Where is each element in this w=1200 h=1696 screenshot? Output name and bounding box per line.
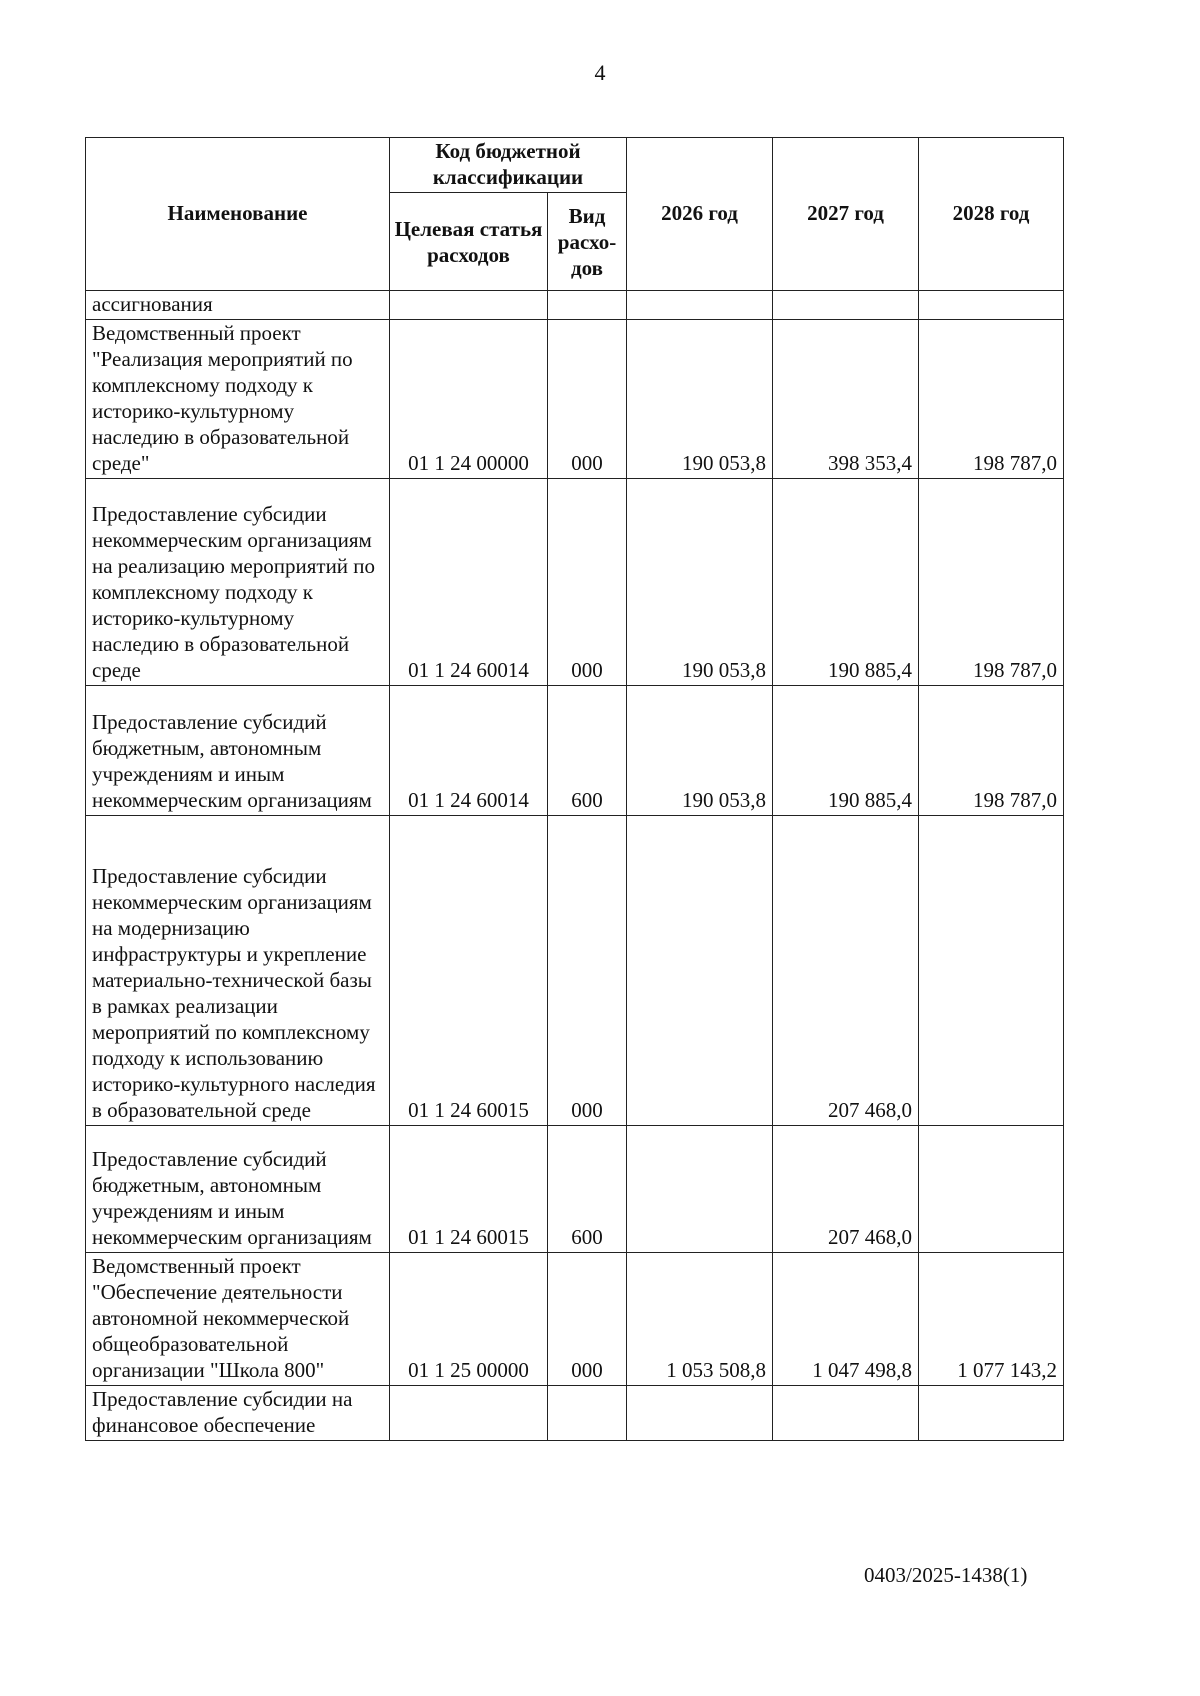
- header-year-2028: 2028 год: [919, 138, 1064, 291]
- header-year-2027: 2027 год: [773, 138, 919, 291]
- row-value-2026: 190 053,8: [627, 479, 773, 686]
- row-target-article: 01 1 24 60015: [390, 816, 548, 1126]
- document-code: 0403/2025-1438(1): [864, 1563, 1028, 1587]
- row-expense-type: [548, 291, 627, 320]
- row-name: Ведомственный проект "Реализация мероприятий по комплексному подходу к историко-культурному наследию в образовательной среде": [86, 320, 390, 479]
- row-value-2028: [919, 291, 1064, 320]
- table-row: [86, 1253, 1064, 1386]
- row-target-article: [390, 1386, 548, 1441]
- header-target-article: Целевая статья расходов: [390, 193, 548, 291]
- row-value-2027: [773, 1386, 919, 1441]
- row-name: Ведомственный проект "Обеспечение деятельности автономной некоммерческой общеобразовательной организации "Школа 800": [86, 1253, 390, 1386]
- row-name: Предоставление субсидий бюджетным, автономным учреждениям и иным некоммерческим организациям: [86, 1126, 390, 1253]
- row-expense-type: 600: [548, 1126, 627, 1253]
- row-value-2026: [627, 1386, 773, 1441]
- row-target-article: 01 1 24 00000: [390, 320, 548, 479]
- row-name: Предоставление субсидии на финансовое обеспечение: [86, 1386, 390, 1441]
- row-target-article: 01 1 24 60014: [390, 686, 548, 816]
- budget-table: [85, 137, 1064, 1441]
- row-value-2026: 190 053,8: [627, 320, 773, 479]
- row-value-2027: 190 885,4: [773, 479, 919, 686]
- row-value-2026: 190 053,8: [627, 686, 773, 816]
- row-value-2026: 1 053 508,8: [627, 1253, 773, 1386]
- row-name: Предоставление субсидий бюджетным, автономным учреждениям и иным некоммерческим организациям: [86, 686, 390, 816]
- row-value-2027: 190 885,4: [773, 686, 919, 816]
- row-expense-type: 000: [548, 320, 627, 479]
- header-name: Наименование: [86, 138, 390, 291]
- row-value-2026: [627, 816, 773, 1126]
- row-expense-type: 600: [548, 686, 627, 816]
- row-value-2027: [773, 291, 919, 320]
- row-expense-type: 000: [548, 479, 627, 686]
- row-value-2028: 198 787,0: [919, 686, 1064, 816]
- table-row: [86, 291, 1064, 320]
- row-target-article: 01 1 24 60015: [390, 1126, 548, 1253]
- row-name: ассигнования: [86, 291, 390, 320]
- row-value-2026: [627, 1126, 773, 1253]
- table-row: [86, 1386, 1064, 1441]
- header-year-2026: 2026 год: [627, 138, 773, 291]
- row-name: Предоставление субсидии некоммерческим организациям на модернизацию инфраструктуры и укрепление материально-технической базы в рамках реализации мероприятий по комплексному подходу к использованию историко-культурного наследия в образовательной среде: [86, 816, 390, 1126]
- row-value-2028: 198 787,0: [919, 479, 1064, 686]
- table-row: [86, 816, 1064, 1126]
- row-expense-type: 000: [548, 816, 627, 1126]
- row-value-2028: [919, 816, 1064, 1126]
- header-kbk-group: Код бюджетной классификации: [390, 138, 627, 193]
- row-target-article: 01 1 24 60014: [390, 479, 548, 686]
- row-target-article: [390, 291, 548, 320]
- row-target-article: 01 1 25 00000: [390, 1253, 548, 1386]
- row-value-2028: 1 077 143,2: [919, 1253, 1064, 1386]
- header-expense-type: Вид расхо-дов: [548, 193, 627, 291]
- table-row: [86, 686, 1064, 816]
- row-value-2027: 398 353,4: [773, 320, 919, 479]
- row-expense-type: 000: [548, 1253, 627, 1386]
- row-value-2027: 207 468,0: [773, 816, 919, 1126]
- row-value-2028: 198 787,0: [919, 320, 1064, 479]
- row-value-2027: 1 047 498,8: [773, 1253, 919, 1386]
- row-value-2028: [919, 1386, 1064, 1441]
- page-number: 4: [594, 60, 606, 85]
- row-value-2027: 207 468,0: [773, 1126, 919, 1253]
- table-row: [86, 1126, 1064, 1253]
- row-value-2026: [627, 291, 773, 320]
- table-row: [86, 479, 1064, 686]
- row-name: Предоставление субсидии некоммерческим организациям на реализацию мероприятий по комплексному подходу к историко-культурному наследию в образовательной среде: [86, 479, 390, 686]
- row-value-2028: [919, 1126, 1064, 1253]
- row-expense-type: [548, 1386, 627, 1441]
- table-row: [86, 320, 1064, 479]
